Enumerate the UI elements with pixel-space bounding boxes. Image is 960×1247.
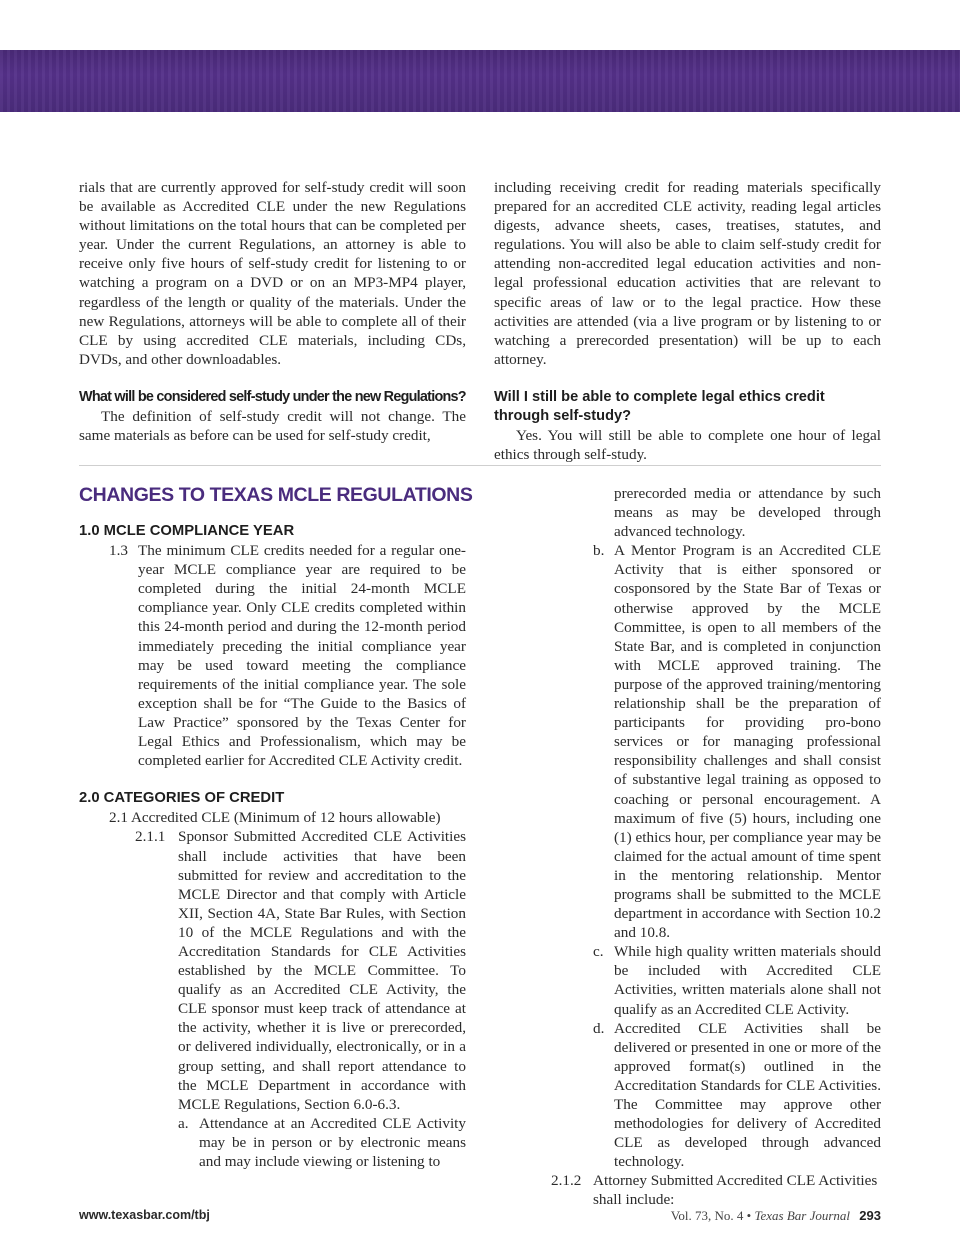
item-b [494,541,881,942]
page-number: 293 [859,1208,881,1223]
item-a-continued: prerecorded media or attendance by such means as may be developed through advanced technology. [614,485,881,541]
item-a-letter: a. [178,1114,189,1132]
item-2-1-1 [79,827,466,1113]
item-1-3-text: The minimum CLE credits needed for a regular one-year MCLE compliance year are required to be completed during the initial 24-month MCLE compliance year. Only CLE credits completed within this 24-month period and during the 12-month period immediately preceding the initial compliance year may be used toward meeting the compliance requirements of the initial compliance year. The sole exception shall be for “The Guide to the Basics of Law Practice” sponsored by the Texas Center for Legal Ethics and Professionalism, which may be completed earlier for Accredited CLE Activity credit. [138,542,466,770]
item-2-1: 2.1 Accredited CLE (Minimum of 12 hours allowable) [109,809,441,827]
footer-volume: Vol. 73, No. 4 [670,1208,744,1223]
item-d-letter: d. [593,1019,605,1037]
banner-texture [0,50,960,112]
answer-self-study-part1: The definition of self-study credit will not change. The same materials as before can be used for self-study credit, [79,408,466,445]
answer-ethics-credit: Yes. You will still be able to complete one hour of legal ethics through self-study. [494,427,881,464]
question-self-study: What will be considered self-study under the new Regulations? [79,388,466,405]
item-c-text: While high quality written materials should be included with Accredited CLE Activities, written materials alone shall not qualify as an Accredited CLE Activity. [614,943,881,1018]
item-b-text: A Mentor Program is an Accredited CLE Activity that is either sponsored or cosponsored by the State Bar of Texas or otherwise approved by the MCLE Committee, is open to all members of the State Bar, and is completed in conjunction with MCLE approved training. The purpose of the approved training/mentoring relationship shall be the preparation of participants for providing pro-bono services or for managing professional responsibility challenges and shall consist of substantive legal training as opposed to coaching or personal encouragement. A maximum of five (5) hours, including one (1) ethics hour, per compliance year may be claimed for the actual amount of time spent in the mentoring relationship. Mentor programs shall be submitted to the MCLE department in accordance with Section 10.2 and 10.8. [614,542,881,942]
footer-bullet: • [746,1208,752,1223]
item-c [494,942,881,1018]
answer-self-study-part2: including receiving credit for reading materials specifically prepared for an accredited CLE activity, reading legal articles digests, advance sheets, cases, treatises, statutes, and regulations. You will also be able to claim self-study credit for attending non-accredited legal education activities and non-legal professional education activities that are relevant to specific areas of law or to the legal practice. How these activities are attended (via a live program or by listening to or watching a prerecorded presentation) will be up to each attorney. [494,179,881,368]
changes-title: CHANGES TO TEXAS MCLE REGULATIONS [79,484,473,506]
top-left-column [79,178,466,445]
item-1-3 [79,541,466,770]
bottom-left-column [79,522,466,1171]
section-1-heading: 1.0 MCLE COMPLIANCE YEAR [79,523,295,539]
header-banner [0,50,960,112]
item-b-letter: b. [593,542,605,560]
question-ethics-credit: Will I still be able to complete legal ethics credit through self-study? [494,388,825,425]
item-c-letter: c. [593,943,604,961]
item-2-1-1-text: Sponsor Submitted Accredited CLE Activities shall include activities that have been submitted for review and accreditation to the MCLE Director and that comply with Article XII, Section 4A, State Bar Rules, with Section 10 of the MCLE Regulations and with the Accreditation Standards for CLE Activities established by the MCLE Committee. To qualify as an Accredited CLE Activity, the CLE sponsor must keep track of attendance at the activity, whether it is live or prerecorded, or delivered individually, electronically, or in a group setting, and shall report attendance to the MCLE Department in accordance with MCLE Regulations, Section 6.0-6.3. [178,828,466,1113]
section-divider [79,465,881,466]
bottom-right-column [494,484,881,1210]
section-2-heading: 2.0 CATEGORIES OF CREDIT [79,790,285,807]
footer-journal: Texas Bar Journal [754,1208,851,1223]
item-a-text: Attendance at an Accredited CLE Activity may be in person or by electronic means and may include viewing or listening to [199,1114,466,1170]
item-2-1-1-number: 2.1.1 [135,828,166,846]
continued-paragraph: rials that are currently approved for self-study credit will soon be available as Accredited CLE under the new Regulations without limitations on the total hours that can be completed per year. Under the current Regulations, an attorney is able to receive only five hours of self-study credit for listening to or watching a program on a DVD or on an MP3-MP4 player, regardless of the length or quality of the materials. Under the new Regulations, attorneys will be able to complete all of their CLE by using accredited CLE materials, including CDs, DVDs, and other downloadables. [79,179,466,368]
footer-citation [671,1208,881,1224]
item-d-text: Accredited CLE Activities shall be delivered or presented in one or more of the approved format(s) outlined in the Accreditation Standards for CLE Activities. The Committee may approve other methodologies for delivery of Accredited CLE as developed through advanced technology. [614,1019,881,1171]
item-2-1-2 [494,1171,881,1209]
item-1-3-number: 1.3 [109,542,128,560]
item-2-1-2-number: 2.1.2 [551,1172,582,1190]
item-2-1-2-text: Attorney Submitted Accredited CLE Activities shall include: [593,1172,878,1209]
item-d [494,1019,881,1172]
footer-url[interactable]: www.texasbar.com/tbj [79,1208,210,1222]
item-a [79,1114,466,1171]
top-right-column [494,178,881,464]
